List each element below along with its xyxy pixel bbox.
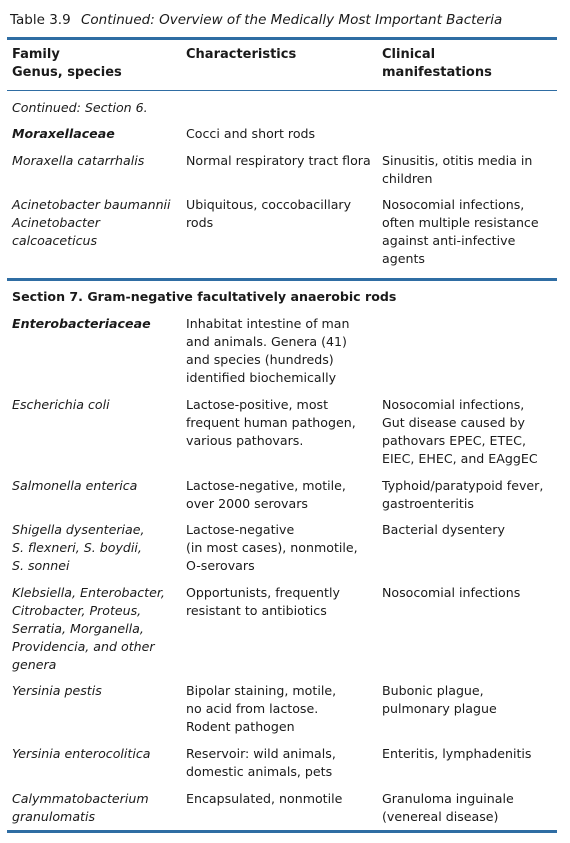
clinical-cell: Granuloma inguinale (venereal disease)	[382, 791, 514, 824]
clinical-cell: Enteritis, lymphadenitis	[382, 746, 532, 761]
clinical-cell: Sinusitis, otitis media in children	[382, 153, 533, 186]
family-cell: Enterobacteriaceae	[12, 316, 151, 331]
species-cell: Salmonella enterica	[12, 478, 138, 493]
header-rule	[7, 90, 557, 91]
characteristics-cell: Ubiquitous, coccobacillary rods	[186, 197, 352, 230]
top-rule	[7, 37, 557, 40]
species-cell: Acinetobacter baumannii Acinetobacter calcoaceticus	[12, 197, 171, 248]
clinical-cell: Nosocomial infections, often multiple resistance against anti-infective agents	[382, 197, 539, 266]
clinical-cell: Nosocomial infections, Gut disease caused by pathovars EPEC, ETEC, EIEC, EHEC, and EAggEC	[382, 397, 538, 466]
clinical-cell: Nosocomial infections	[382, 585, 521, 600]
header-family-genus-species: Family Genus, species	[12, 47, 122, 80]
characteristics-cell: Lactose-negative, motile, over 2000 serovars	[186, 478, 346, 511]
characteristics-cell: Lactose-negative (in most cases), nonmotile, O-serovars	[186, 522, 358, 573]
header-characteristics: Characteristics	[186, 47, 297, 62]
table-caption	[10, 10, 556, 30]
characteristics-cell: Cocci and short rods	[186, 126, 316, 141]
header-clinical-manifestations: Clinical manifestations	[382, 47, 492, 80]
characteristics-cell: Lactose-positive, most frequent human pathogen, various pathovars.	[186, 397, 356, 448]
section-6-continued-label: Continued: Section 6.	[12, 100, 148, 115]
characteristics-cell: Normal respiratory tract flora	[186, 153, 371, 168]
characteristics-cell: Opportunists, frequently resistant to antibiotics	[186, 585, 340, 618]
characteristics-cell: Reservoir: wild animals, domestic animals, pets	[186, 746, 336, 779]
species-cell: Yersinia enterocolitica	[12, 746, 151, 761]
table-number: Table 3.9	[10, 12, 71, 28]
characteristics-cell: Encapsulated, nonmotile	[186, 791, 343, 806]
species-cell: Moraxella catarrhalis	[12, 153, 145, 168]
species-cell: Escherichia coli	[12, 397, 110, 412]
characteristics-cell: Bipolar staining, motile, no acid from lactose. Rodent pathogen	[186, 683, 337, 734]
species-cell: Klebsiella, Enterobacter, Citrobacter, Proteus, Serratia, Morganella, Providencia, and other genera	[12, 585, 165, 672]
species-cell: Calymmatobacterium granulomatis	[12, 791, 149, 824]
characteristics-cell: Inhabitat intestine of man and animals. Genera (41) and species (hundreds) identified biochemically	[186, 316, 350, 385]
family-cell: Moraxellaceae	[12, 126, 115, 141]
table-title: Continued: Overview of the Medically Most Important Bacteria	[80, 12, 503, 28]
clinical-cell: Bubonic plague, pulmonary plague	[382, 683, 497, 716]
species-cell: Yersinia pestis	[12, 683, 102, 698]
clinical-cell: Bacterial dysentery	[382, 522, 505, 537]
section-rule	[7, 278, 557, 281]
section-7-heading: Section 7. Gram-negative facultatively anaerobic rods	[12, 289, 397, 304]
bottom-rule	[7, 830, 557, 833]
species-cell: Shigella dysenteriae, S. flexneri, S. boydii, S. sonnei	[12, 522, 145, 573]
clinical-cell: Typhoid/paratypoid fever, gastroenteritis	[382, 478, 544, 511]
